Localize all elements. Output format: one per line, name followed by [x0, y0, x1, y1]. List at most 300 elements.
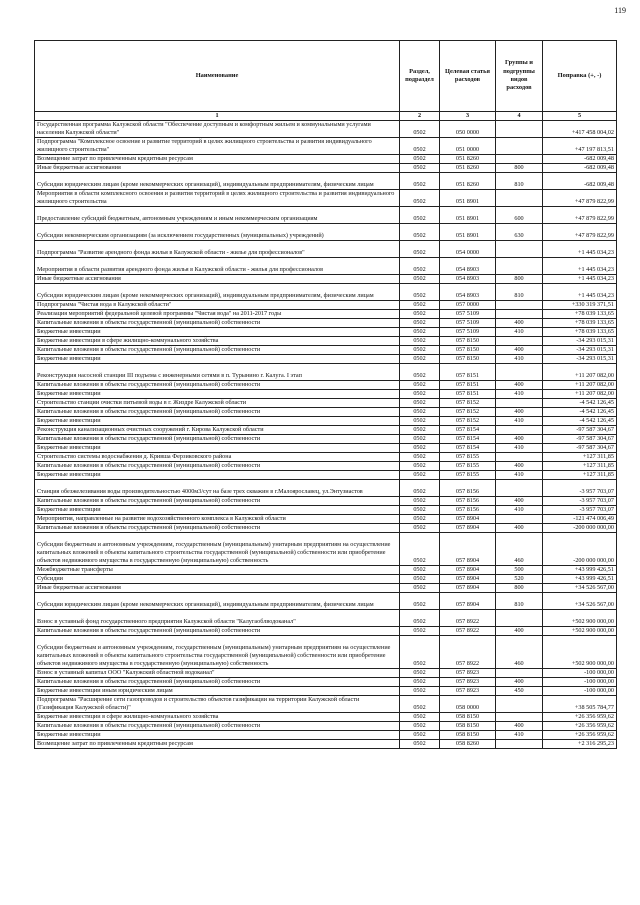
row-name: Капитальные вложения в объекты государственной (муниципальной) собственности	[35, 319, 400, 328]
row-group: 810	[496, 173, 543, 190]
row-article: 057 8151	[440, 390, 496, 399]
row-article: 057 8150	[440, 346, 496, 355]
row-article: 057 8156	[440, 480, 496, 497]
row-group: 400	[496, 319, 543, 328]
row-amount: +26 356 959,62	[543, 731, 617, 740]
row-name: Капитальные вложения в объекты государственной (муниципальной) собственности	[35, 435, 400, 444]
row-amount: -34 293 015,31	[543, 346, 617, 355]
row-article: 051 0000	[440, 138, 496, 155]
row-amount: -97 587 304,67	[543, 435, 617, 444]
table-row	[35, 301, 617, 310]
row-article: 057 8923	[440, 678, 496, 687]
table-row	[35, 258, 617, 275]
row-name: Бюджетные инвестиции	[35, 355, 400, 364]
row-name: Субсидии некоммерческим организациям (за исключением государственных (муниципальных) учреждений)	[35, 224, 400, 241]
table-row	[35, 444, 617, 453]
row-section: 0502	[400, 636, 440, 669]
row-section: 0502	[400, 731, 440, 740]
row-amount: +330 319 371,51	[543, 301, 617, 310]
row-article: 057 8155	[440, 453, 496, 462]
column-number: 3	[440, 112, 496, 121]
row-section: 0502	[400, 453, 440, 462]
row-amount: -121 474 006,49	[543, 515, 617, 524]
row-section: 0502	[400, 207, 440, 224]
table-row	[35, 435, 617, 444]
row-amount: +2 316 295,23	[543, 740, 617, 749]
row-group: 400	[496, 524, 543, 533]
row-group: 520	[496, 575, 543, 584]
row-name: Взнос в уставный фонд государственного предприятия Калужской области "Калугаоблводоканал"	[35, 610, 400, 627]
row-name: Бюджетные инвестиции	[35, 471, 400, 480]
row-name: Возмещение затрат по привлеченным кредитным ресурсам	[35, 155, 400, 164]
table-row	[35, 533, 617, 566]
row-amount: +26 356 959,62	[543, 722, 617, 731]
row-name: Бюджетные инвестиции	[35, 328, 400, 337]
row-group: 410	[496, 471, 543, 480]
row-name: Бюджетные инвестиции иным юридическим лицам	[35, 687, 400, 696]
row-section: 0502	[400, 275, 440, 284]
row-article: 057 8923	[440, 687, 496, 696]
row-article: 054 0000	[440, 241, 496, 258]
table-row	[35, 328, 617, 337]
row-section: 0502	[400, 610, 440, 627]
row-name: Субсидии	[35, 575, 400, 584]
row-article: 057 8150	[440, 337, 496, 346]
row-article: 058 8150	[440, 713, 496, 722]
row-article: 057 8922	[440, 627, 496, 636]
row-section: 0502	[400, 121, 440, 138]
table-row	[35, 731, 617, 740]
row-section: 0502	[400, 381, 440, 390]
row-group	[496, 241, 543, 258]
row-name: Капитальные вложения в объекты государственной (муниципальной) собственности	[35, 497, 400, 506]
row-amount: +34 526 567,00	[543, 593, 617, 610]
row-section: 0502	[400, 224, 440, 241]
row-article: 057 5109	[440, 328, 496, 337]
row-amount: -100 000,00	[543, 669, 617, 678]
row-group: 410	[496, 731, 543, 740]
table-row	[35, 524, 617, 533]
row-name: Мероприятия в области комплексного освоения и развития территорий в целях жилищного строительства и развития индивидуального жилищного строительства	[35, 190, 400, 207]
row-article: 057 8904	[440, 593, 496, 610]
table-row	[35, 241, 617, 258]
row-name: Субсидии юридическим лицам (кроме некоммерческих организаций), индивидуальным предпринимателям, физическим лицам	[35, 173, 400, 190]
row-article: 057 8904	[440, 533, 496, 566]
row-group: 630	[496, 224, 543, 241]
row-name: Государственная программа Калужской области "Обеспечение доступным и комфортным жильем и коммунальными услугами населения Калужской области"	[35, 121, 400, 138]
row-group	[496, 713, 543, 722]
row-section: 0502	[400, 627, 440, 636]
row-group	[496, 301, 543, 310]
row-article: 057 5109	[440, 310, 496, 319]
row-amount: +417 458 004,02	[543, 121, 617, 138]
row-group: 800	[496, 275, 543, 284]
row-section: 0502	[400, 740, 440, 749]
row-name: Реконструкция насосной станции III подъема с инженерными сетями в п. Турынино г. Калуга. I этап	[35, 364, 400, 381]
row-name: Капитальные вложения в объекты государственной (муниципальной) собственности	[35, 627, 400, 636]
row-group: 400	[496, 722, 543, 731]
row-article: 057 8155	[440, 471, 496, 480]
row-article: 054 8903	[440, 275, 496, 284]
row-name: Капитальные вложения в объекты государственной (муниципальной) собственности	[35, 408, 400, 417]
row-name: Капитальные вложения в объекты государственной (муниципальной) собственности	[35, 381, 400, 390]
row-amount: +127 311,85	[543, 453, 617, 462]
row-group: 400	[496, 408, 543, 417]
row-group	[496, 453, 543, 462]
row-amount: -3 957 703,07	[543, 506, 617, 515]
row-article: 057 0000	[440, 301, 496, 310]
row-article: 054 8903	[440, 284, 496, 301]
row-section: 0502	[400, 462, 440, 471]
row-name: Субсидии бюджетным и автономным учреждениям, государственным (муниципальным) унитарным предприятиям на осуществление капитальных вложений в объекты капитального строительства государственной (муниципальной) собственности или приобретение объектов недвижимого имущества в государственную (муниципальную) собственность	[35, 533, 400, 566]
row-section: 0502	[400, 524, 440, 533]
table-row	[35, 453, 617, 462]
row-name: Предоставление субсидий бюджетным, автономным учреждениям и иным некоммерческим организациям	[35, 207, 400, 224]
table-row	[35, 740, 617, 749]
row-amount: -4 542 126,45	[543, 408, 617, 417]
row-group	[496, 740, 543, 749]
row-name: Подпрограмма "Расширение сети газопроводов и строительство объектов газификации на территории Калужской области (Газификация Калужской области)"	[35, 696, 400, 713]
row-article: 057 8151	[440, 381, 496, 390]
row-section: 0502	[400, 408, 440, 417]
row-name: Иные бюджетные ассигнования	[35, 275, 400, 284]
table-row	[35, 381, 617, 390]
row-group	[496, 138, 543, 155]
row-article: 058 0000	[440, 696, 496, 713]
row-section: 0502	[400, 593, 440, 610]
row-section: 0502	[400, 258, 440, 275]
row-name: Бюджетные инвестиции	[35, 417, 400, 426]
row-name: Субсидии бюджетным и автономным учреждениям, государственным (муниципальным) унитарным предприятиям на осуществление капитальных вложений в объекты капитального строительства государственной (муниципальной) собственности или приобретение объектов недвижимого имущества в государственную (муниципальную) собственность	[35, 636, 400, 669]
row-article: 058 8150	[440, 722, 496, 731]
row-section: 0502	[400, 471, 440, 480]
table-row	[35, 355, 617, 364]
row-article: 057 5109	[440, 319, 496, 328]
column-number: 2	[400, 112, 440, 121]
row-article: 057 8151	[440, 364, 496, 381]
row-name: Бюджетные инвестиции в сфере жилищно-коммунального хозяйства	[35, 337, 400, 346]
row-section: 0502	[400, 696, 440, 713]
row-amount: +47 879 822,99	[543, 207, 617, 224]
row-group	[496, 696, 543, 713]
row-group: 410	[496, 417, 543, 426]
row-group	[496, 310, 543, 319]
row-amount: -34 293 015,31	[543, 337, 617, 346]
table-row	[35, 207, 617, 224]
row-section: 0502	[400, 533, 440, 566]
row-section: 0502	[400, 722, 440, 731]
table-row	[35, 364, 617, 381]
row-group: 410	[496, 390, 543, 399]
row-amount: +78 039 133,65	[543, 328, 617, 337]
row-name: Бюджетные инвестиции	[35, 506, 400, 515]
row-article: 051 8260	[440, 155, 496, 164]
table-row	[35, 138, 617, 155]
row-amount: -200 000 000,00	[543, 524, 617, 533]
row-amount: -3 957 703,07	[543, 480, 617, 497]
row-section: 0502	[400, 669, 440, 678]
row-amount: -4 542 126,45	[543, 399, 617, 408]
row-article: 057 8904	[440, 575, 496, 584]
table-row	[35, 575, 617, 584]
row-article: 057 8154	[440, 435, 496, 444]
row-amount: -682 009,48	[543, 155, 617, 164]
row-group: 400	[496, 497, 543, 506]
row-amount: +78 039 133,65	[543, 310, 617, 319]
row-article: 057 8904	[440, 524, 496, 533]
row-section: 0502	[400, 435, 440, 444]
row-amount: +26 356 959,62	[543, 713, 617, 722]
row-group: 500	[496, 566, 543, 575]
row-group: 400	[496, 346, 543, 355]
table-row	[35, 417, 617, 426]
table-row	[35, 164, 617, 173]
row-group: 810	[496, 284, 543, 301]
row-section: 0502	[400, 138, 440, 155]
row-group: 410	[496, 444, 543, 453]
row-name: Капитальные вложения в объекты государственной (муниципальной) собственности	[35, 678, 400, 687]
table-row	[35, 480, 617, 497]
row-article: 058 8150	[440, 731, 496, 740]
column-number-row	[35, 112, 617, 121]
row-name: Подпрограмма "Комплексное освоение и развитие территорий в целях жилищного строительства и развития индивидуального жилищного строительства"	[35, 138, 400, 155]
row-article: 057 8904	[440, 566, 496, 575]
row-group	[496, 364, 543, 381]
row-section: 0502	[400, 241, 440, 258]
row-name: Возмещение затрат по привлеченным кредитным ресурсам	[35, 740, 400, 749]
row-group: 400	[496, 381, 543, 390]
row-article: 057 8152	[440, 408, 496, 417]
table-row	[35, 566, 617, 575]
row-article: 057 8152	[440, 417, 496, 426]
row-group: 600	[496, 207, 543, 224]
row-amount: +38 505 784,77	[543, 696, 617, 713]
table-row	[35, 687, 617, 696]
table-row	[35, 121, 617, 138]
row-section: 0502	[400, 346, 440, 355]
table-body	[35, 121, 617, 749]
table-row	[35, 696, 617, 713]
table-row	[35, 337, 617, 346]
row-group	[496, 669, 543, 678]
row-section: 0502	[400, 417, 440, 426]
row-amount: +11 207 082,00	[543, 364, 617, 381]
row-name: Бюджетные инвестиции	[35, 390, 400, 399]
row-name: Подпрограмма "Чистая вода в Калужской области"	[35, 301, 400, 310]
row-article: 057 8922	[440, 610, 496, 627]
row-section: 0502	[400, 328, 440, 337]
row-name: Капитальные вложения в объекты государственной (муниципальной) собственности	[35, 722, 400, 731]
row-group: 400	[496, 435, 543, 444]
row-group	[496, 610, 543, 627]
row-amount: -34 293 015,31	[543, 355, 617, 364]
row-group	[496, 337, 543, 346]
row-article: 051 8901	[440, 224, 496, 241]
table-row	[35, 593, 617, 610]
budget-table	[34, 40, 617, 749]
table-row	[35, 319, 617, 328]
table-row	[35, 713, 617, 722]
row-amount: +1 445 034,23	[543, 241, 617, 258]
table-row	[35, 399, 617, 408]
row-amount: +1 445 034,23	[543, 275, 617, 284]
row-article: 050 0000	[440, 121, 496, 138]
row-name: Бюджетные инвестиции в сфере жилищно-коммунального хозяйства	[35, 713, 400, 722]
table-row	[35, 515, 617, 524]
row-name: Реконструкция канализационных очистных сооружений г. Кирова Калужской области	[35, 426, 400, 435]
row-name: Строительство системы водоснабжения д. Кривша Ферзиковского района	[35, 453, 400, 462]
row-group	[496, 480, 543, 497]
row-section: 0502	[400, 506, 440, 515]
row-section: 0502	[400, 575, 440, 584]
table-row	[35, 224, 617, 241]
row-article: 051 8901	[440, 190, 496, 207]
row-amount: +11 207 082,00	[543, 381, 617, 390]
row-article: 057 8904	[440, 515, 496, 524]
row-section: 0502	[400, 566, 440, 575]
row-group: 450	[496, 687, 543, 696]
table-row	[35, 275, 617, 284]
row-article: 051 8260	[440, 164, 496, 173]
table-row	[35, 506, 617, 515]
row-section: 0502	[400, 319, 440, 328]
row-group: 400	[496, 627, 543, 636]
row-amount: +1 445 034,23	[543, 284, 617, 301]
page-number: 119	[614, 6, 626, 15]
row-group	[496, 426, 543, 435]
row-name: Бюджетные инвестиции	[35, 731, 400, 740]
table-header-row	[35, 41, 617, 112]
row-name: Межбюджетные трансферты	[35, 566, 400, 575]
table-row	[35, 722, 617, 731]
row-section: 0502	[400, 173, 440, 190]
row-name: Мероприятия в области развития арендного фонда жилья в Калужской области - жилья для профессионалов	[35, 258, 400, 275]
row-amount: -200 000 000,00	[543, 533, 617, 566]
row-group	[496, 190, 543, 207]
row-amount: -4 542 126,45	[543, 417, 617, 426]
row-section: 0502	[400, 164, 440, 173]
row-group: 410	[496, 506, 543, 515]
row-article: 057 8155	[440, 462, 496, 471]
table-row	[35, 636, 617, 669]
table-row	[35, 462, 617, 471]
row-article: 051 8901	[440, 207, 496, 224]
row-name: Мероприятия, направленные на развитие водохозяйственного комплекса в Калужской области	[35, 515, 400, 524]
row-section: 0502	[400, 678, 440, 687]
row-article: 057 8150	[440, 355, 496, 364]
row-section: 0502	[400, 310, 440, 319]
row-amount: -100 000,00	[543, 687, 617, 696]
row-article: 054 8903	[440, 258, 496, 275]
row-group: 800	[496, 164, 543, 173]
row-amount: -97 587 304,67	[543, 444, 617, 453]
row-amount: +47 197 813,51	[543, 138, 617, 155]
table-row	[35, 173, 617, 190]
table-row	[35, 610, 617, 627]
row-amount: -97 587 304,67	[543, 426, 617, 435]
row-amount: +1 445 034,23	[543, 258, 617, 275]
row-name: Иные бюджетные ассигнования	[35, 584, 400, 593]
column-number: 4	[496, 112, 543, 121]
row-article: 057 8154	[440, 444, 496, 453]
row-section: 0502	[400, 284, 440, 301]
row-article: 051 8260	[440, 173, 496, 190]
table-row	[35, 346, 617, 355]
row-article: 057 8156	[440, 506, 496, 515]
row-group	[496, 155, 543, 164]
row-group: 400	[496, 462, 543, 471]
row-name: Капитальные вложения в объекты государственной (муниципальной) собственности	[35, 462, 400, 471]
row-group	[496, 515, 543, 524]
table-row	[35, 627, 617, 636]
row-amount: +127 311,85	[543, 471, 617, 480]
row-name: Взнос в уставный капитал ООО "Калужский областной водоканал"	[35, 669, 400, 678]
row-group: 410	[496, 328, 543, 337]
row-amount: +43 999 426,51	[543, 575, 617, 584]
row-amount: +47 879 822,99	[543, 190, 617, 207]
row-section: 0502	[400, 444, 440, 453]
row-name: Субсидии юридическим лицам (кроме некоммерческих организаций), индивидуальным предпринимателям, физическим лицам	[35, 284, 400, 301]
row-section: 0502	[400, 337, 440, 346]
row-group: 400	[496, 678, 543, 687]
table-row	[35, 426, 617, 435]
row-section: 0502	[400, 687, 440, 696]
row-amount: +502 900 000,00	[543, 610, 617, 627]
table-row	[35, 390, 617, 399]
table-row	[35, 678, 617, 687]
table-row	[35, 408, 617, 417]
column-number: 1	[35, 112, 400, 121]
row-group: 800	[496, 584, 543, 593]
row-article: 057 8156	[440, 497, 496, 506]
header-group: Группы и подгруппы видов расходов	[496, 41, 543, 112]
row-name: Подпрограмма "Развитие арендного фонда жилья в Калужской области - жилье для профессионалов"	[35, 241, 400, 258]
header-name: Наименование	[35, 41, 400, 112]
row-name: Станция обезжелезивания воды производительностью 4000м3/сут на базе трех скважин в г.Малоярославец, ул.Энтузиастов	[35, 480, 400, 497]
row-section: 0502	[400, 399, 440, 408]
row-amount: -3 957 703,07	[543, 497, 617, 506]
row-amount: +34 526 567,00	[543, 584, 617, 593]
row-amount: +127 311,85	[543, 462, 617, 471]
table-row	[35, 155, 617, 164]
column-number: 5	[543, 112, 617, 121]
row-amount: +11 207 082,00	[543, 390, 617, 399]
row-group: 460	[496, 533, 543, 566]
row-section: 0502	[400, 426, 440, 435]
row-name: Иные бюджетные ассигнования	[35, 164, 400, 173]
row-amount: +47 879 822,99	[543, 224, 617, 241]
row-section: 0502	[400, 497, 440, 506]
row-name: Строительство станции очистки питьевой воды в г. Жиздре Калужской области	[35, 399, 400, 408]
row-name: Капитальные вложения в объекты государственной (муниципальной) собственности	[35, 524, 400, 533]
row-section: 0502	[400, 364, 440, 381]
row-group	[496, 121, 543, 138]
row-section: 0502	[400, 301, 440, 310]
row-section: 0502	[400, 190, 440, 207]
row-group: 410	[496, 355, 543, 364]
table-row	[35, 584, 617, 593]
row-section: 0502	[400, 390, 440, 399]
table-row	[35, 669, 617, 678]
row-group	[496, 399, 543, 408]
row-article: 057 8923	[440, 669, 496, 678]
row-section: 0502	[400, 584, 440, 593]
row-article: 057 8904	[440, 584, 496, 593]
table-row	[35, 310, 617, 319]
row-group: 460	[496, 636, 543, 669]
table-row	[35, 497, 617, 506]
row-amount: -100 000,00	[543, 678, 617, 687]
